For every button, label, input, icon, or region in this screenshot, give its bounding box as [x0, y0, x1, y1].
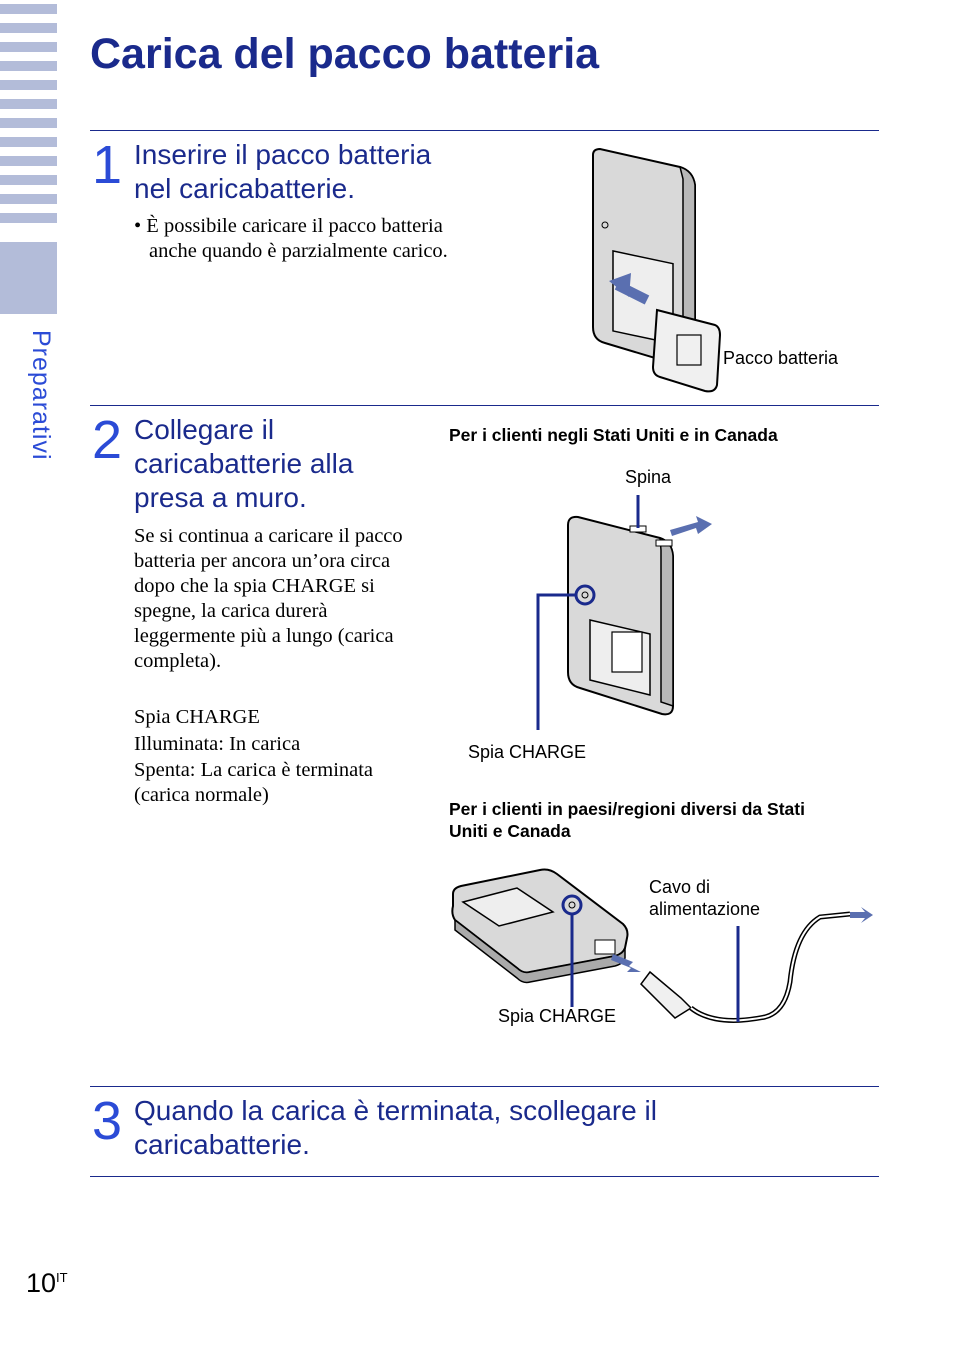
other-countries-heading: Per i clienti in paesi/regioni diversi da Stati Uniti e Canada	[449, 799, 805, 841]
step-1-number: 1	[92, 135, 123, 195]
power-cord-label: Cavo di alimentazione	[649, 877, 761, 919]
step-2-body: Se si continua a caricare il pacco batteria per ancora un’ora circa dopo che la spia CHARGE si spegne, la carica durerà leggermente più a lungo (carica completa).	[134, 525, 403, 672]
page-number: $10^{IT}$	[26, 1268, 68, 1298]
step-3-number: 3	[92, 1091, 123, 1151]
step-2-heading: Collegare il caricabatterie alla presa a muro.	[134, 414, 354, 513]
charger-battery-illustration	[585, 145, 725, 395]
plug-label: Spina	[625, 467, 672, 487]
us-charger-illustration	[530, 490, 720, 730]
page-title: Carica del pacco batteria	[90, 30, 600, 78]
us-charge-light-label: Spia CHARGE	[468, 742, 587, 762]
section-tab-label: Preparativi	[27, 330, 55, 461]
step-2-number: 2	[92, 410, 123, 470]
divider	[90, 405, 879, 406]
step-1-heading: Inserire il pacco batteria nel caricabatterie.	[134, 139, 432, 204]
divider	[90, 1086, 879, 1087]
battery-pack-label: Pacco batteria	[723, 348, 839, 368]
charge-light-legend: Spia CHARGE Illuminata: In carica Spenta: La carica è terminata (carica normale)	[134, 706, 374, 806]
step-3-heading: Quando la carica è terminata, scollegare il caricabatterie.	[134, 1095, 657, 1160]
divider	[90, 130, 879, 131]
step-1-note: • È possibile caricare il pacco batteria anche quando è parzialmente carico.	[134, 215, 448, 262]
us-canada-heading: Per i clienti negli Stati Uniti e in Canada	[449, 425, 778, 445]
other-charge-light-label: Spia CHARGE	[498, 1006, 617, 1026]
divider	[90, 1176, 879, 1177]
